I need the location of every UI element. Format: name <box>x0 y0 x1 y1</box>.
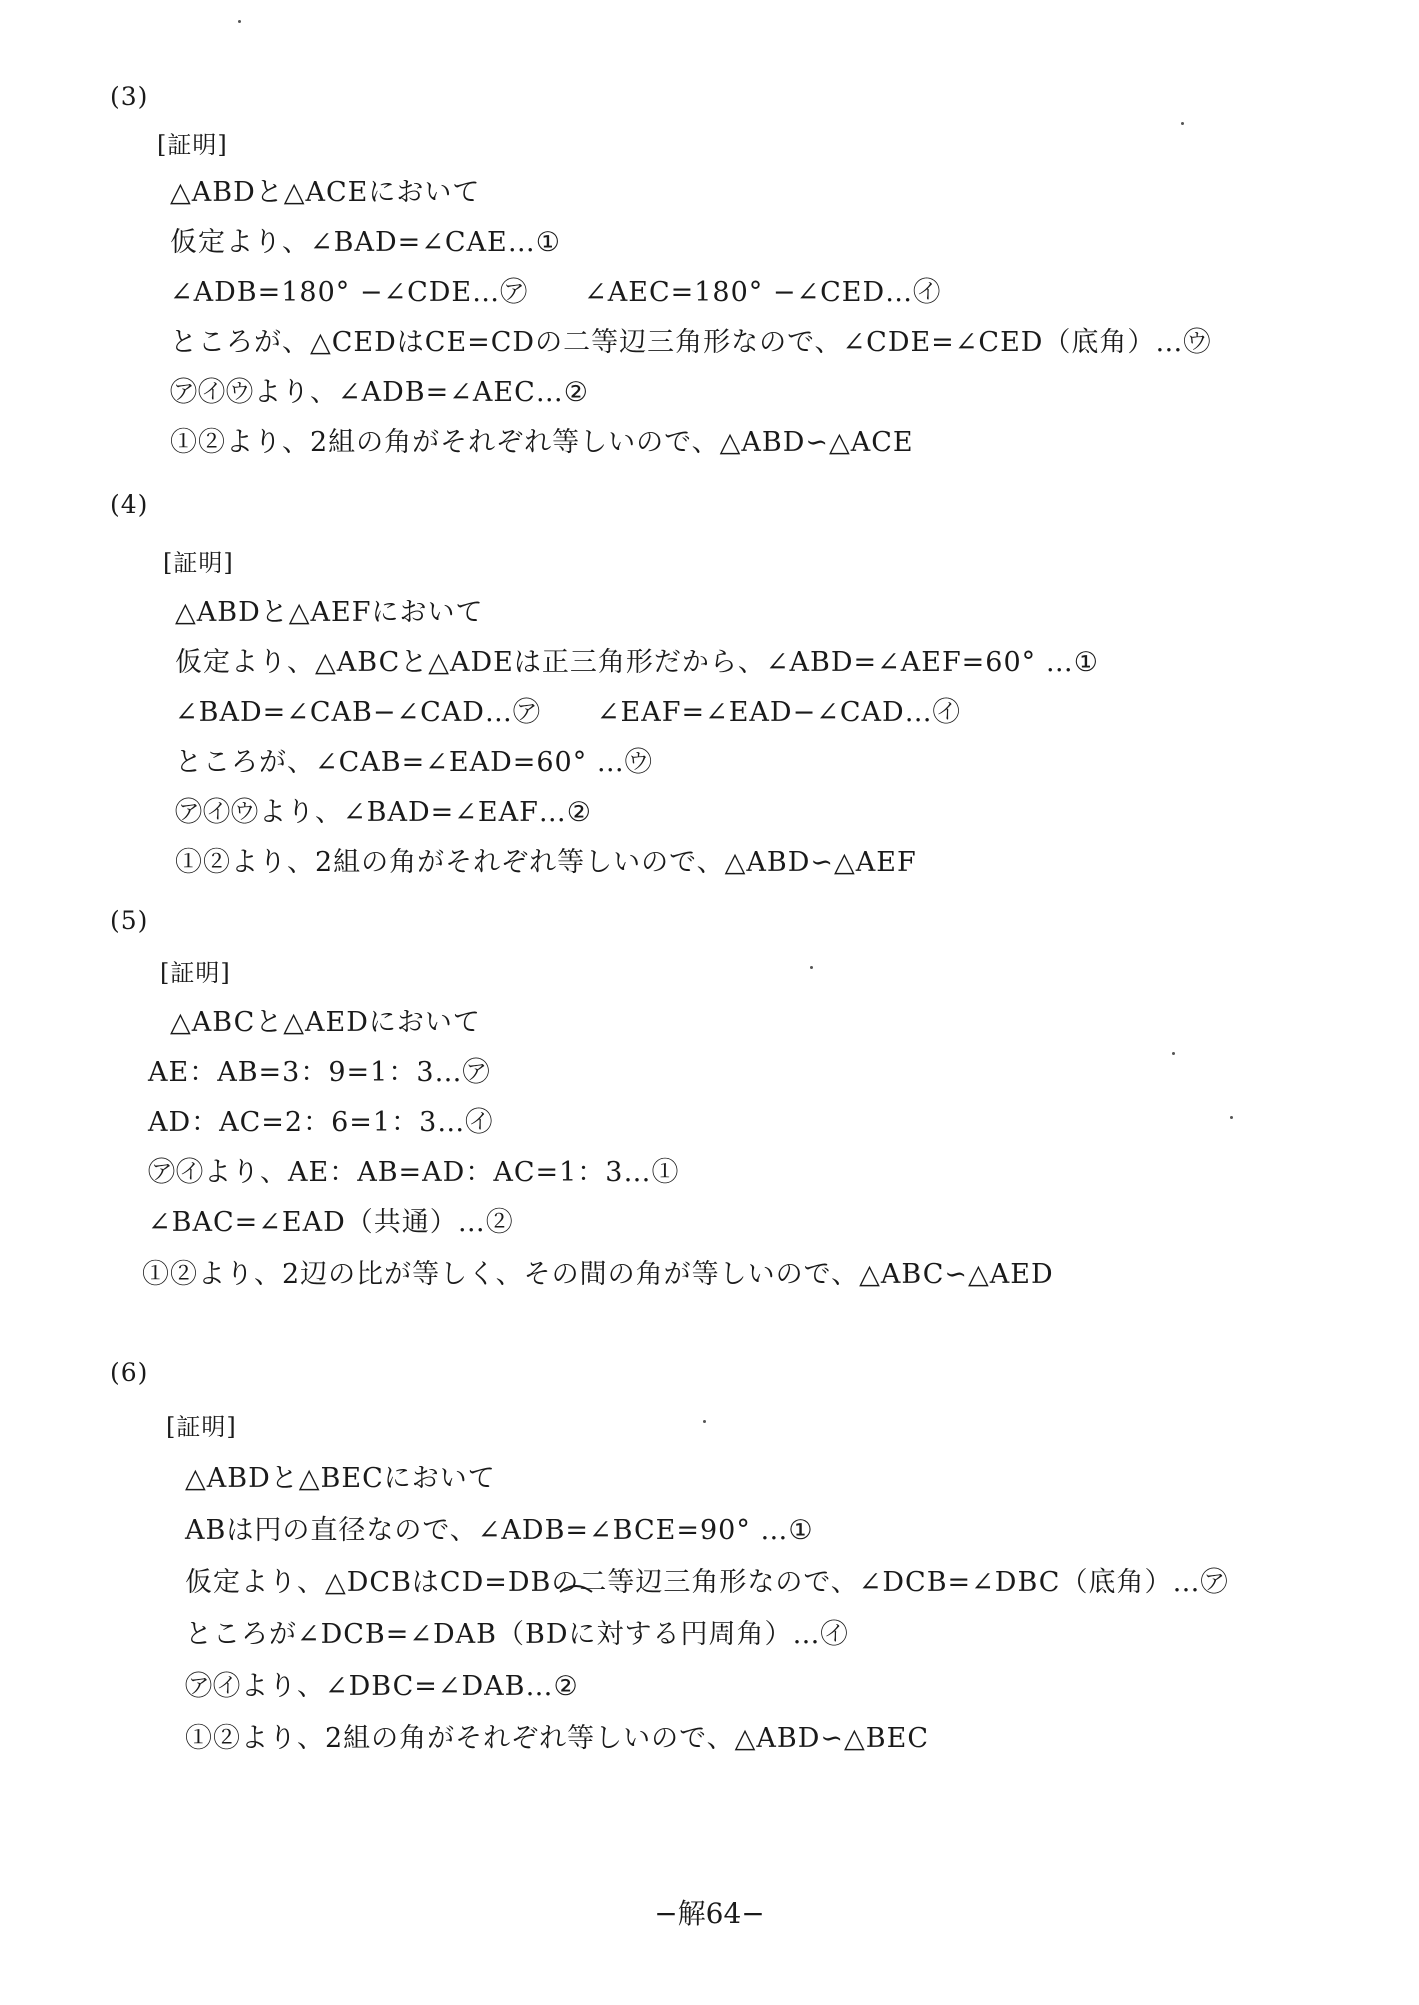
section-5-line-5: ∠BAC=∠EAD（共通）…② <box>148 1207 514 1238</box>
section-5-line-1: △ABCと△AEDにおいて <box>170 1007 481 1038</box>
section-4-label: [証明] <box>163 549 234 577</box>
scan-speck <box>1181 122 1184 125</box>
section-4-line-3: ∠BAD=∠CAB−∠CAD…㋐ ∠EAF=∠EAD−∠CAD…㋑ <box>175 697 961 728</box>
section-4-line-5: ㋐㋑㋒より、∠BAD=∠EAF…② <box>175 797 593 828</box>
section-6-number: (6) <box>110 1358 149 1387</box>
section-6-line-4: ところが∠DCB=∠DAB（BDに対する円周角）…㋑ <box>185 1619 849 1650</box>
scan-speck <box>810 966 813 969</box>
section-6-line-1: △ABDと△BECにおいて <box>185 1463 496 1494</box>
section-3-line-5: ㋐㋑㋒より、∠ADB=∠AEC…② <box>170 377 589 408</box>
scan-speck <box>1230 1116 1233 1119</box>
section-5-number: (5) <box>110 906 149 935</box>
section-3-label: [証明] <box>157 131 228 159</box>
page-number: −解64− <box>654 1897 765 1930</box>
section-4-line-6: ①②より、2組の角がそれぞれ等しいので、△ABD∽△AEF <box>175 847 917 878</box>
section-5-line-6: ①②より、2辺の比が等しく、その間の角が等しいので、△ABC∽△AED <box>142 1259 1054 1290</box>
section-6-line-6: ①②より、2組の角がそれぞれ等しいので、△ABD∽△BEC <box>185 1723 929 1754</box>
section-4-line-4: ところが、∠CAB=∠EAD=60° …㋒ <box>175 747 653 778</box>
scan-speck <box>703 1420 706 1423</box>
section-3-line-2: 仮定より、∠BAD=∠CAE…① <box>170 227 561 258</box>
section-4-line-1: △ABDと△AEFにおいて <box>175 597 484 628</box>
section-3-line-1: △ABDと△ACEにおいて <box>170 177 481 208</box>
scan-speck <box>238 20 241 23</box>
arc-mark-icon <box>558 1582 594 1594</box>
section-5-line-2: AE：AB=3：9=1：3…㋐ <box>148 1057 491 1088</box>
section-3-line-3: ∠ADB=180° −∠CDE…㋐ ∠AEC=180° −∠CED…㋑ <box>170 277 942 308</box>
section-4-number: (4) <box>110 490 149 519</box>
scan-speck <box>1172 1052 1175 1055</box>
section-3-line-4: ところが、△CEDはCE=CDの二等辺三角形なので、∠CDE=∠CED（底角）…㋒ <box>170 327 1212 358</box>
section-3-line-6: ①②より、2組の角がそれぞれ等しいので、△ABD∽△ACE <box>170 427 914 458</box>
section-5-label: [証明] <box>160 959 231 987</box>
section-6-line-5: ㋐㋑より、∠DBC=∠DAB…② <box>185 1671 579 1702</box>
section-5-line-4: ㋐㋑より、AE：AB=AD：AC=1：3…① <box>148 1157 680 1188</box>
section-6-label: [証明] <box>166 1413 237 1441</box>
section-6-line-3: 仮定より、△DCBはCD=DBの二等辺三角形なので、∠DCB=∠DBC（底角）…㋐ <box>185 1567 1229 1598</box>
section-4-line-2: 仮定より、△ABCと△ADEは正三角形だから、∠ABD=∠AEF=60° …① <box>175 647 1099 678</box>
section-5-line-3: AD：AC=2：6=1：3…㋑ <box>148 1107 494 1138</box>
section-3-number: (3) <box>110 82 149 111</box>
section-6-line-2: ABは円の直径なので、∠ADB=∠BCE=90° …① <box>185 1515 814 1546</box>
